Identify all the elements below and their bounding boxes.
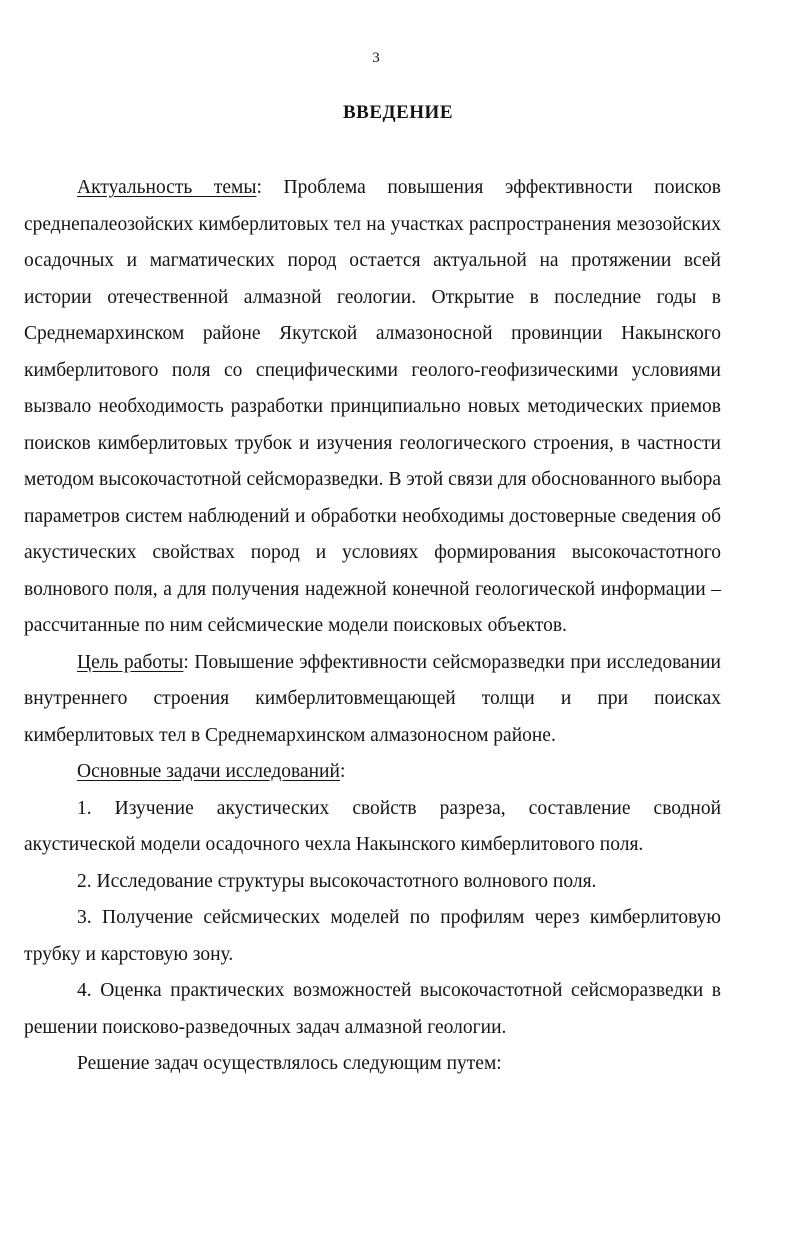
- tasks-heading: Основные задачи исследований: [77, 761, 340, 782]
- solution-paragraph: Решение задач осуществлялось следующим путем:: [77, 1053, 502, 1074]
- goal-text: : Повышение эффективности сейсморазведки при исследовании внутреннего строения кимберлитовмещающей толщи и при поисках кимберлитовых тел в Среднемархинском алмазоносном районе.: [24, 651, 721, 746]
- tasks-heading-colon: :: [339, 761, 346, 782]
- task-item-2: 2. Исследование структуры высокочастотного волнового поля.: [77, 870, 597, 892]
- page-title: ВВЕДЕНИЕ: [343, 102, 453, 123]
- goal-heading: Цель работы: [77, 651, 184, 673]
- task-item-1: 1. Изучение акустических свойств разреза, составление сводной акустической модели осадочного чехла Накынского кимберлитового поля.: [24, 797, 721, 855]
- relevance-paragraph: [24, 170, 721, 645]
- goal-paragraph: [24, 645, 721, 755]
- relevance-text: : Проблема повышения эффективности поисков среднепалеозойских кимберлитовых тел на участках распространения мезозойских осадочных и магматических пород остается актуальной на протяжении всей истории отечественной алмазной геологии. Открытие в последние годы в Среднемархинском районе Якутской алмазоносной провинции Накынского кимберлитового поля со специфическими геолого-геофизическими условиями вызвало необходимость разработки принципиально новых методических приемов поисков кимберлитовых трубок и изучения геологического строения, в частности методом высокочастотной сейсморазведки. В этой связи для обоснованного выбора параметров систем наблюдений и обработки необходимы достоверные сведения об акустических свойствах пород и условиях формирования высокочастотного волнового поля, а для получения надежной конечной геологической информации – рассчитанные по ним сейсмические модели поисковых объектов.: [24, 177, 721, 636]
- task-item-3: 3. Получение сейсмических моделей по профилям через кимберлитовую трубку и карстовую зону.: [24, 907, 721, 965]
- document-body: [24, 170, 721, 1083]
- tasks-heading-paragraph: [24, 754, 721, 791]
- page-number: 3: [372, 50, 380, 66]
- relevance-heading: Актуальность темы: [77, 177, 257, 198]
- task-item-4: 4. Оценка практических возможностей высокочастотной сейсморазведки в решении поисково-разведочных задач алмазной геологии.: [24, 980, 721, 1038]
